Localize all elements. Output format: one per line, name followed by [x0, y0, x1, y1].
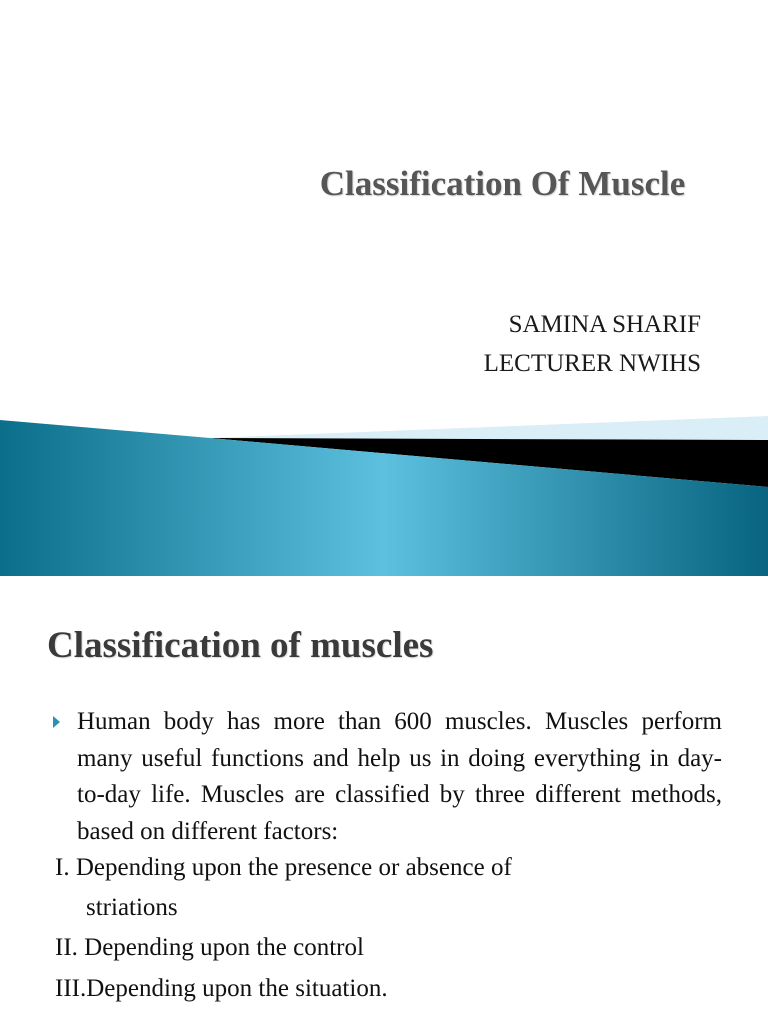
- list-item-1-continuation: striations: [86, 894, 178, 921]
- triangle-bullet-icon: [50, 715, 64, 729]
- bullet-text: Human body has more than 600 muscles. Muscles perform many useful functions and help us in doing everything in day-to-day life. Muscles are classified by three different methods, based on different factors:: [77, 708, 722, 845]
- presentation-title: Classification Of Muscle: [319, 164, 686, 203]
- list-item-3: III.Depending upon the situation.: [55, 975, 388, 1002]
- list-item-2: II. Depending upon the control: [55, 934, 364, 961]
- bullet-item: [50, 704, 722, 850]
- banner-pale-stripe: [210, 416, 768, 440]
- author-name: SAMINA SHARIF: [508, 311, 701, 338]
- list-item-1: I. Depending upon the presence or absence of: [55, 854, 512, 881]
- content-slide: [0, 576, 768, 1024]
- slide-heading: Classification of muscles: [47, 625, 434, 666]
- author-role: LECTURER NWIHS: [483, 350, 701, 377]
